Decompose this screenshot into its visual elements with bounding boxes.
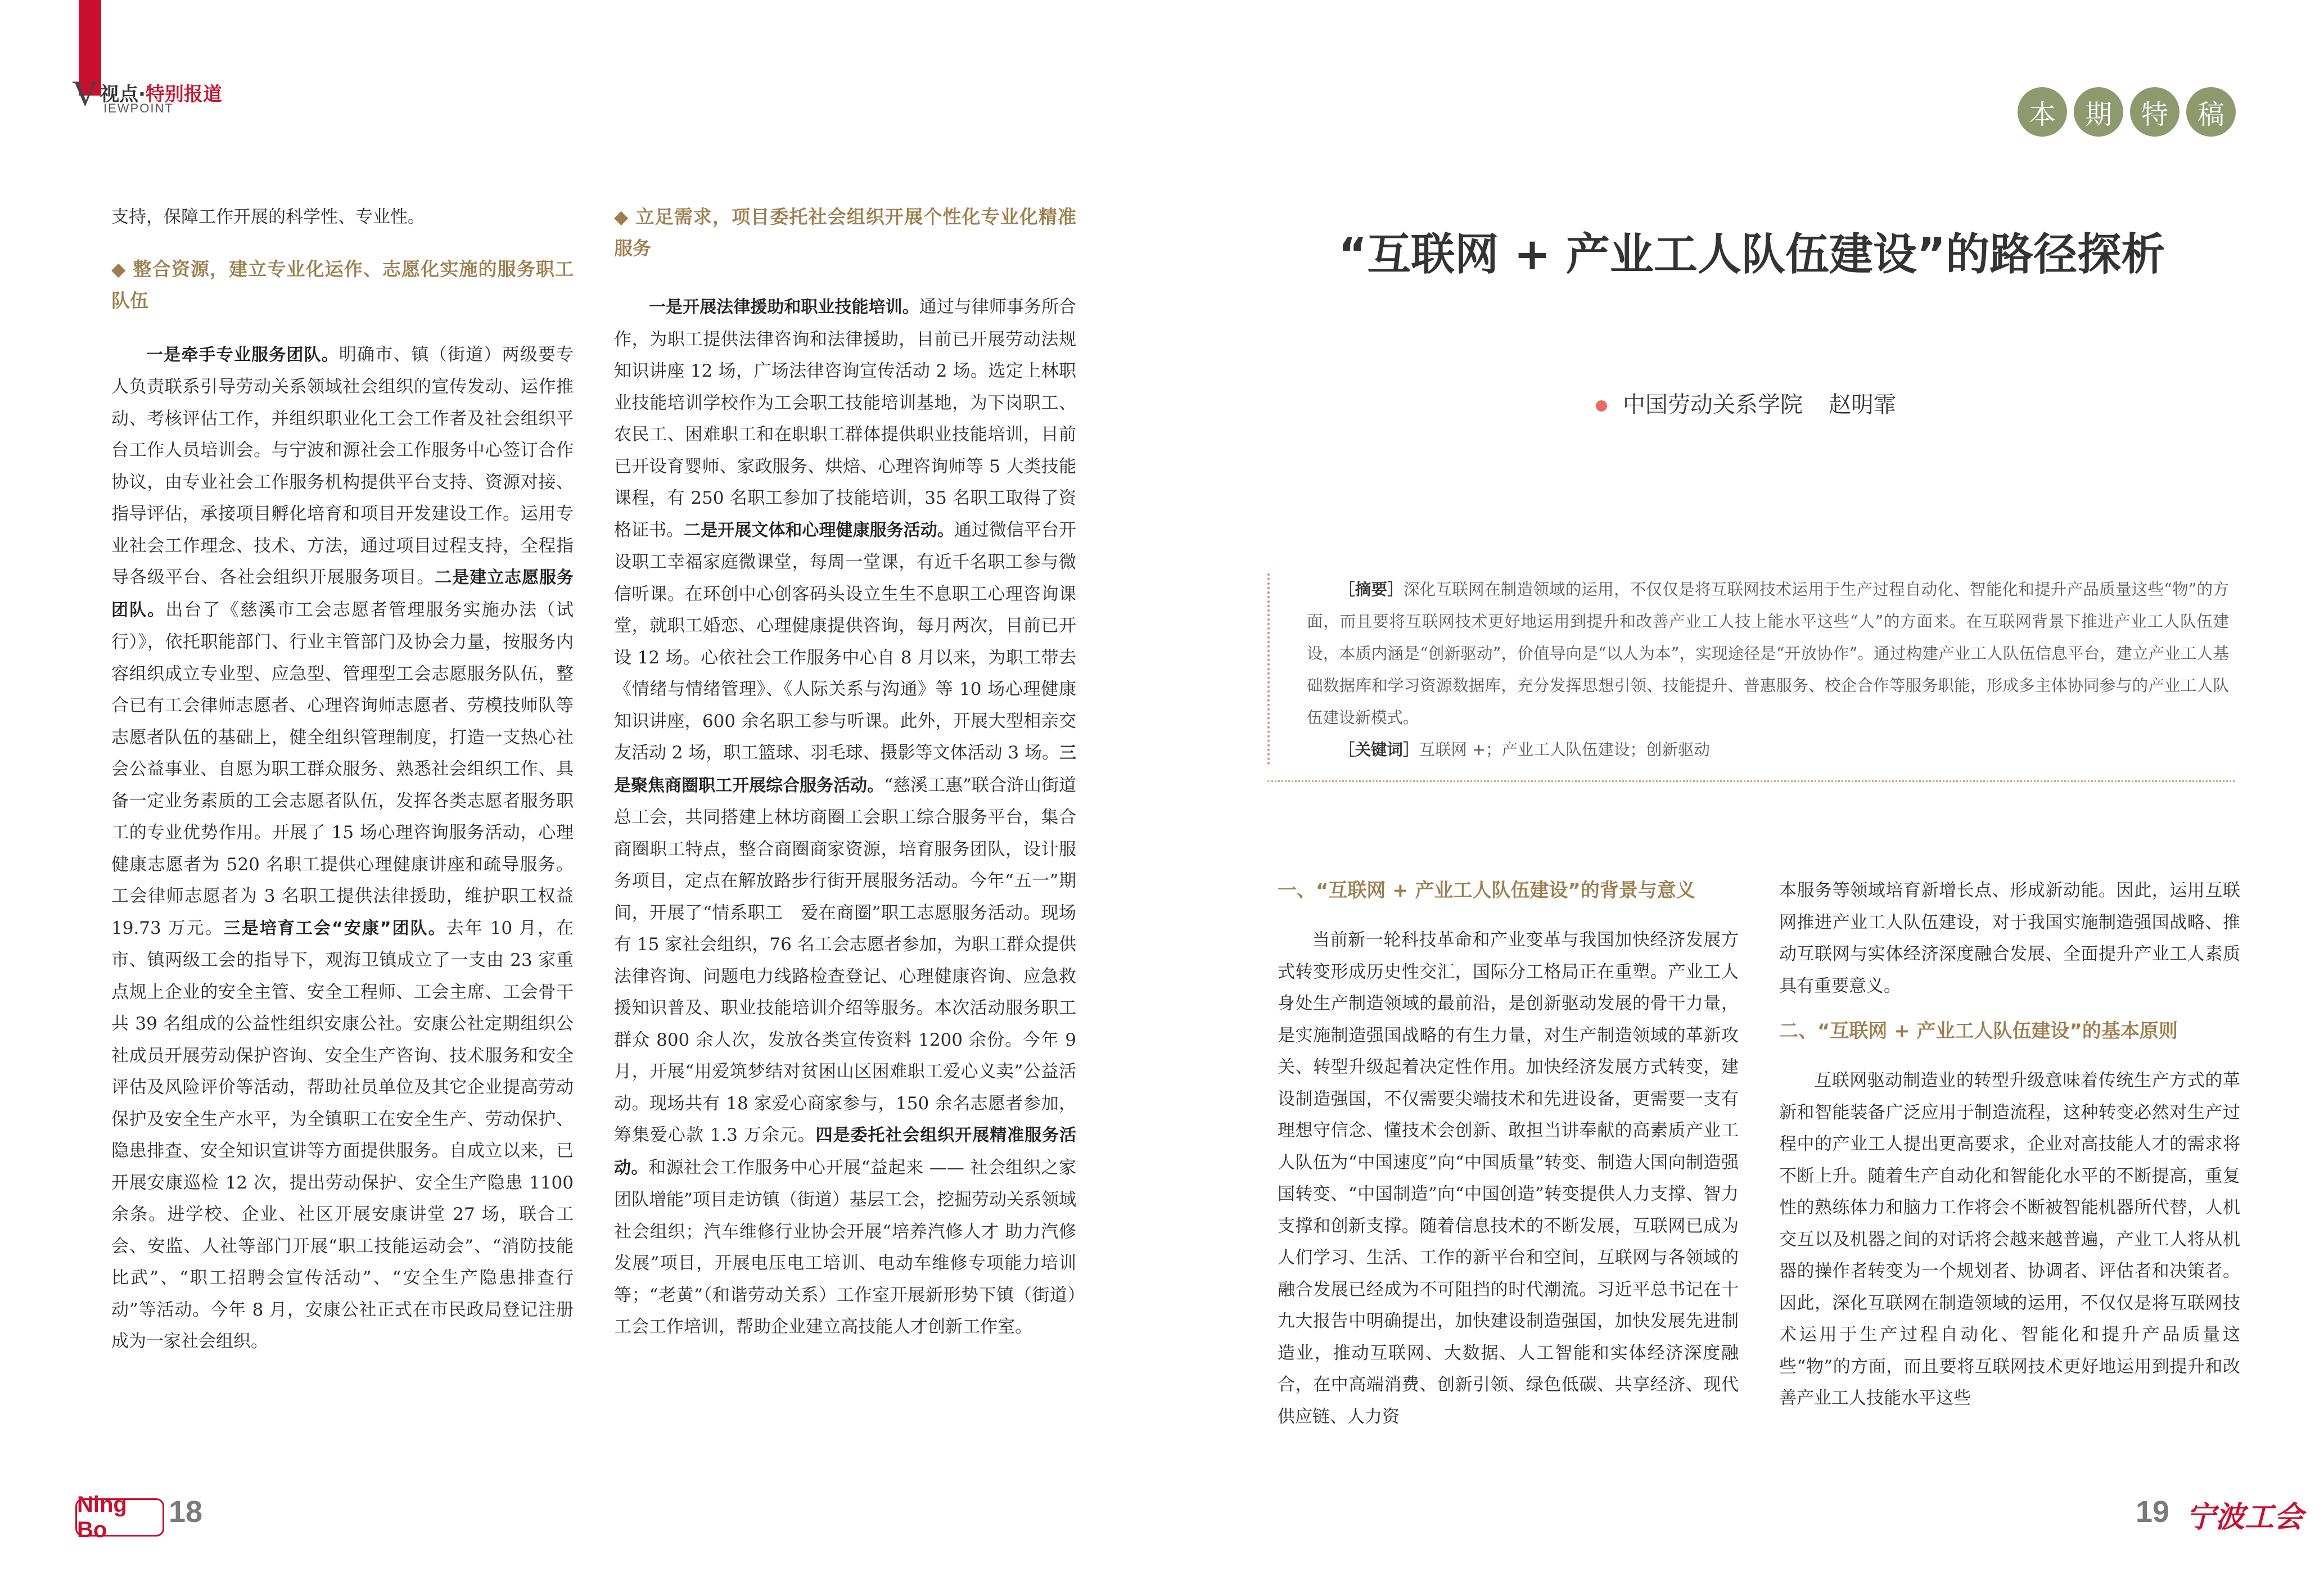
section-heading: ◆ 整合资源，建立专业化运作、志愿化实施的服务职工队伍 bbox=[111, 257, 574, 311]
section-heading: 一、“互联网 + 产业工人队伍建设”的背景与意义 bbox=[1278, 879, 1695, 902]
author-org: 中国劳动关系学院 bbox=[1623, 392, 1803, 418]
feature-char: 特 bbox=[2130, 87, 2179, 137]
viewpoint-v-letter: V bbox=[72, 73, 98, 113]
feature-char: 稿 bbox=[2186, 87, 2236, 137]
abstract bbox=[1307, 573, 2229, 766]
author-name: 赵明霏 bbox=[1829, 392, 1896, 418]
abstract-bottom-rule bbox=[1267, 780, 2235, 782]
article-title: “互联网 + 产业工人队伍建设”的路径探析 bbox=[1338, 229, 2165, 280]
right-column-1 bbox=[1278, 875, 1739, 1433]
continued-text: 本服务等领域培育新增长点、形成新动能。因此，运用互联网推进产业工人队伍建设，对于我国实施制造强国战略、推动互联网与实体经济深度融合发展、全面提升产业工人素质具有重要意义。 bbox=[1779, 880, 2240, 996]
body-paragraph: 一是牵手专业服务团队。明确市、镇（街道）两级要专人负责联系引导劳动关系领域社会组织的宣传发动、运作推动、考核评估工作，并组织职业化工会工作者及社会组织平台工作人员培训会。与宁波和源社会工作服务中心签订合作协议，由专业社会工作服务机构提供平台支持、资源对接、指导评估，承接项目孵化培育和项目开发建设工作。运用专业社会工作理念、技术、方法，通过项目过程支持，全程指导各级平台、各社会组织开展服务项目。二是建立志愿服务团队。出台了《慈溪市工会志愿者管理服务实施办法（试行）》，依托职能部门、行业主管部门及协会力量，按服务内容组织成立专业型、应急型、管理型工会志愿服务队伍，整合已有工会律师志愿者、心理咨询师志愿者、劳模技师队等志愿者队伍的基础上，健全组织管理制度，打造一支热心社会公益事业、自愿为职工群众服务、熟悉社会组织工作、具备一定业务素质的工会志愿者队伍，发挥各类志愿者服务职工的专业优势作用。开展了 15 场心理咨询服务活动，心理健康志愿者为 520 名职工提供心理健康讲座和疏导服务。工会律师志愿者为 3 名职工提供法律援助，维护职工权益 19.73 万元。三是培育工会“安康”团队。去年 10 月，在市、镇两级工会的指导下，观海卫镇成立了一支由 23 家重点规上企业的安全主管、安全工程师、工会主席、工会骨干共 39 名组成的公益性组织安康公社。安康公社定期组织公社成员开展劳动保护咨询、安全生产咨询、技术服务和安全评估及风险评价等活动，帮助社员单位及其它企业提高劳动保护及安全生产水平，为全镇职工在安全生产、劳动保护、隐患排查、安全知识宣讲等方面提供服务。自成立以来，已开展安康巡检 12 次，提出劳动保护、安全生产隐患 1100 余条。进学校、企业、社区开展安康讲堂 27 场，联合工会、安监、人社等部门开展“职工技能运动会”、“消防技能比武”、“职工招聘会宣传活动”、“安全生产隐患排查行动”等活动。今年 8 月，安康公社正式在市民政局登记注册成为一家社会组织。 bbox=[111, 344, 574, 1352]
page-number-left: 18 bbox=[169, 1495, 203, 1529]
left-column-1 bbox=[111, 201, 574, 1358]
abstract-divider bbox=[1267, 573, 1270, 765]
abstract-label: ［摘要］ bbox=[1339, 580, 1404, 599]
right-column-2 bbox=[1779, 875, 2240, 1415]
section-label-en: IEWPOINT bbox=[103, 101, 174, 115]
keywords-text: 互联网 +；产业工人队伍建设；创新驱动 bbox=[1419, 740, 1710, 759]
page-number-right: 19 bbox=[2136, 1495, 2170, 1529]
keywords-label: ［关键词］ bbox=[1339, 740, 1419, 759]
feature-badge bbox=[2018, 87, 2236, 137]
bullet-dot-icon bbox=[1596, 400, 1607, 412]
section-label-b: 特别报道 bbox=[145, 83, 222, 106]
section-label-a: 视点 bbox=[100, 83, 138, 106]
section-heading: ◆ 立足需求，项目委托社会组织开展个性化专业化精准服务 bbox=[614, 206, 1076, 259]
ningbo-badge: Ning Bo bbox=[75, 1498, 164, 1537]
body-paragraph: 一是开展法律援助和职业技能培训。通过与律师事务所合作，为职工提供法律咨询和法律援助，目前已开展劳动法规知识讲座 12 场，广场法律咨询宣传活动 2 场。选定上林职业技能培训学校作为工会职工技能培训基地，为下岗职工、农民工、困难职工和在职职工群体提供职业技能培训，目前已开设育婴师、家政服务、烘焙、心理咨询师等 5 大类技能课程，有 250 名职工参加了技能培训，35 名职工取得了资格证书。二是开展文体和心理健康服务活动。通过微信平台开设职工幸福家庭微课堂，每周一堂课，有近千名职工参与微信听课。在环创中心创客码头设立生生不息职工心理咨询课堂，就职工婚恋、心理健康提供咨询，每月两次，目前已开设 12 场。心依社会工作服务中心自 8 月以来，为职工带去《情绪与情绪管理》、《人际关系与沟通》等 10 场心理健康知识讲座，600 余名职工参与听课。此外，开展大型相亲交友活动 2 场，职工篮球、羽毛球、摄影等文体活动 3 场。三是聚焦商圈职工开展综合服务活动。“慈溪工惠”联合浒山街道总工会，共同搭建上林坊商圈工会职工综合服务平台，集合商圈职工特点，整合商圈商家资源，培育服务团队，设计服务项目，定点在解放路步行街开展服务活动。今年“五一”期间，开展了“情系职工 爱在商圈”职工志愿服务活动。现场有 15 家社会组织，76 名工会志愿者参加，为职工群众提供法律咨询、问题电力线路检查登记、心理健康咨询、应急救援知识普及、职业技能培训介绍等服务。本次活动服务职工群众 800 余人次，发放各类宣传资料 1200 余份。今年 9 月，开展“用爱筑梦结对贫困山区困难职工爱心义卖”公益活动。现场共有 18 家爱心商家参与，150 余名志愿者参加，筹集爱心款 1.3 万余元。四是委托社会组织开展精准服务活动。和源社会工作服务中心开展“益起来 —— 社会组织之家团队增能”项目走访镇（街道）基层工会，挖掘劳动关系领域社会组织；汽车维修行业协会开展“培养汽修人才 助力汽修发展”项目，开展电压电工培训、电动车维修专项能力培训等；“老黄”（和谐劳动关系）工作室开展新形势下镇（街道）工会工作培训，帮助企业建立高技能人才创新工作室。 bbox=[614, 297, 1077, 1337]
feature-char: 期 bbox=[2074, 87, 2123, 137]
abstract-text: 深化互联网在制造领域的运用，不仅仅是将互联网技术运用于生产过程自动化、智能化和提升产品质量这些“物”的方面，而且要将互联网技术更好地运用到提升和改善产业工人技上能水平这些“人”的方面来。在互联网背景下推进产业工人队伍建设，本质内涵是“创新驱动”，价值导向是“以人为本”，实现途径是“开放协作”。通过构建产业工人队伍信息平台，建立产业工人基础数据库和学习资源数据库，充分发挥思想引领、技能提升、普惠服务、校企合作等服务职能，形成多主体协同参与的产业工人队伍建设新模式。 bbox=[1307, 580, 2229, 727]
author-line bbox=[1596, 387, 1896, 419]
section-heading: 二、“互联网 + 产业工人队伍建设”的基本原则 bbox=[1779, 1020, 2178, 1042]
left-column-2 bbox=[614, 201, 1076, 1343]
body-paragraph: 互联网驱动制造业的转型升级意味着传统生产方式的革新和智能装备广泛应用于制造流程，这种转变必然对生产过程中的产业工人提出更高要求，企业对高技能人才的需求将不断上升。随着生产自动化和智能化水平的不断提高，重复性的熟练体力和脑力工作将会不断被智能机器所代替，人机交互以及机器之间的对话将会越来越普遍，产业工人将从机器的操作者转变为一个规划者、协调者、评估者和决策者。因此，深化互联网在制造领域的运用，不仅仅是将互联网技术运用于生产过程自动化、智能化和提升产品质量这些“物”的方面，而且要将互联网技术更好地运用到提升和改善产业工人技能水平这些 bbox=[1779, 1070, 2240, 1408]
continued-text: 支持，保障工作开展的科学性、专业性。 bbox=[111, 207, 425, 227]
section-label: 视点·特别报道 bbox=[100, 83, 222, 106]
abstract-box bbox=[1267, 573, 2235, 765]
body-paragraph: 当前新一轮科技革命和产业变革与我国加快经济发展方式转变形成历史性交汇，国际分工格局正在重塑。产业工人身处生产制造领域的最前沿，是创新驱动发展的骨干力量，是实施制造强国战略的有生力量，对生产制造领域的革新攻关、转型升级起着决定性作用。加快经济发展方式转变，建设制造强国，不仅需要尖端技术和先进设备，更需要一支有理想守信念、懂技术会创新、敢担当讲奉献的高素质产业工人队伍为“中国速度”向“中国质量”转变、制造大国向制造强国转变、“中国制造”向“中国创造”转变提供人力支撑、智力支撑和创新支撑。随着信息技术的不断发展，互联网已成为人们学习、生活、工作的新平台和空间，互联网与各领域的融合发展已经成为不可阻挡的时代潮流。习近平总书记在十九大报告中明确提出，加快建设制造强国，加快发展先进制造业，推动互联网、大数据、人工智能和实体经济深度融合，在中高端消费、创新引领、绿色低碳、共享经济、现代供应链、人力资 bbox=[1278, 930, 1739, 1427]
feature-char: 本 bbox=[2018, 87, 2067, 137]
magazine-logo: 宁波工会 bbox=[2186, 1500, 2304, 1534]
